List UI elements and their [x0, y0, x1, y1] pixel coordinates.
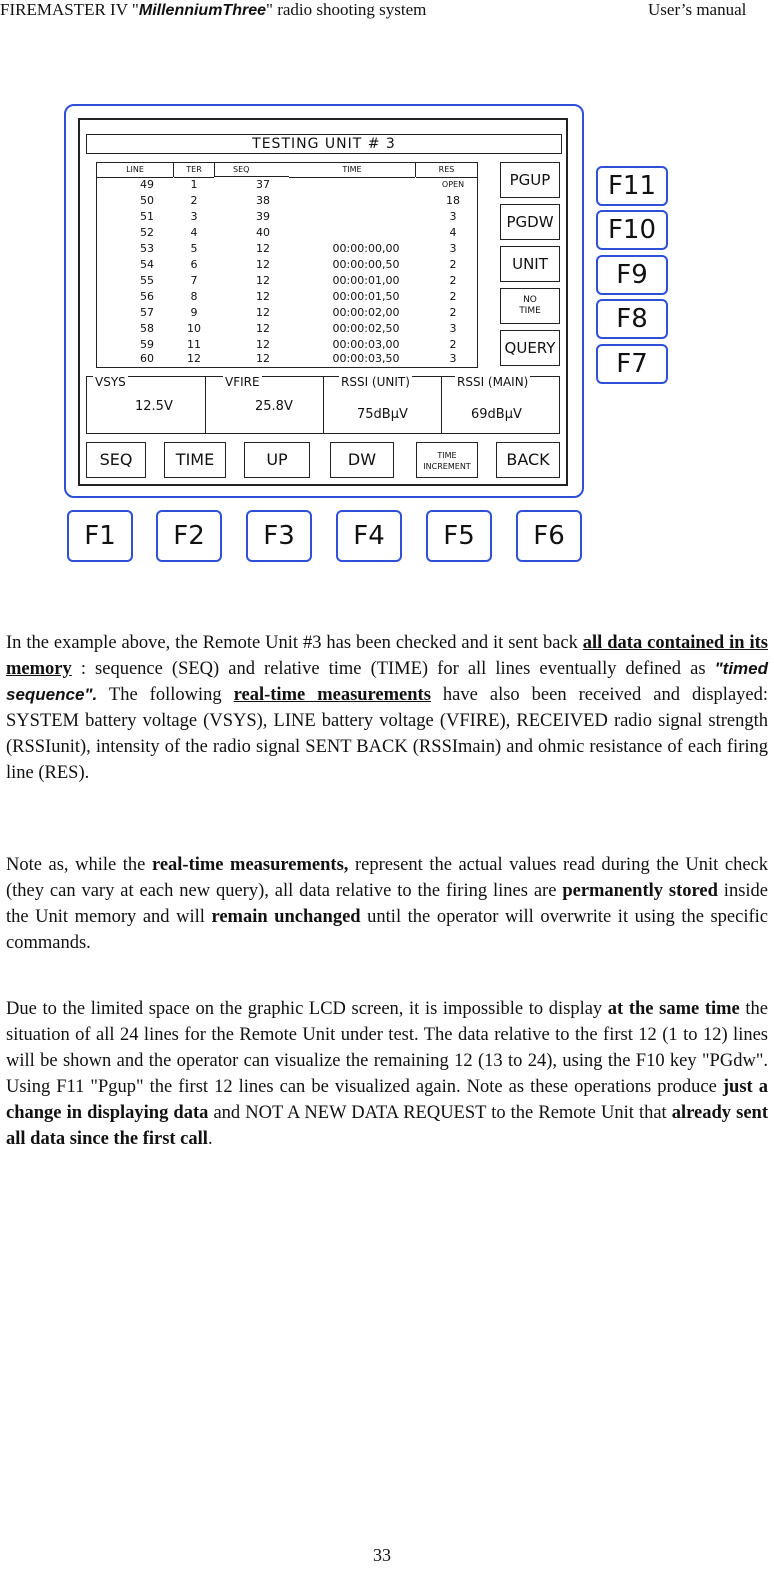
- vfire-cell: [205, 377, 324, 433]
- f3-key[interactable]: F3: [246, 510, 312, 562]
- table-row: 54 6 12 00:00:00,50 2: [140, 258, 457, 271]
- vsys-value: 12.5V: [135, 399, 173, 414]
- up-button[interactable]: UP: [244, 442, 310, 478]
- f6-key[interactable]: F6: [516, 510, 582, 562]
- table-row: 60 12 12 00:00:03,50 3: [140, 352, 457, 365]
- col-header-ter: TER: [174, 163, 214, 178]
- vsys-cell: [87, 377, 206, 433]
- dw-button[interactable]: DW: [330, 442, 394, 478]
- paragraph-1: In the example above, the Remote Unit #3 has been checked and it sent back all data contained in its memory : sequence (SEQ) and relative time (TIME) for all lines eventually defined as "timed sequence". The following real-time measurements have also been received and displayed: SYSTEM battery voltage (VSYS), LINE battery voltage (VFIRE), RECEIVED radio signal strength (RSSIunit), intensity of the radio signal SENT BACK (RSSImain) and ohmic resistance of each firing line (RES).: [6, 633, 769, 783]
- query-button[interactable]: QUERY: [500, 330, 560, 366]
- table-row: 52 4 40 4: [140, 226, 457, 239]
- header-right: User’s manual: [648, 0, 747, 19]
- back-button[interactable]: BACK: [496, 442, 560, 478]
- vfire-label: VFIRE: [225, 375, 260, 389]
- time-button[interactable]: TIME: [164, 442, 226, 478]
- table-row: 53 5 12 00:00:00,00 3: [140, 242, 457, 255]
- rssi-unit-label: RSSI (UNIT): [341, 375, 410, 389]
- seq-button[interactable]: SEQ: [86, 442, 146, 478]
- page-header: [0, 0, 774, 26]
- rssi-main-cell: [441, 377, 559, 433]
- f4-key[interactable]: F4: [336, 510, 402, 562]
- f7-key[interactable]: F7: [596, 344, 668, 384]
- f11-key[interactable]: F11: [596, 166, 668, 206]
- table-row: 55 7 12 00:00:01,00 2: [140, 274, 457, 287]
- page-number: 33: [373, 1545, 391, 1565]
- table-row: 57 9 12 00:00:02,00 2: [140, 306, 457, 319]
- table-row: 51 3 39 3: [140, 210, 457, 223]
- pgdw-button[interactable]: PGDW: [500, 204, 560, 240]
- rssi-unit-value: 75dBμV: [357, 407, 408, 422]
- time-increment-button[interactable]: TIME INCREMENT: [416, 442, 478, 478]
- no-time-button[interactable]: NO TIME: [500, 288, 560, 324]
- header-left: [0, 0, 426, 20]
- paragraph-3: Due to the limited space on the graphic LCD screen, it is impossible to display at the same time the situation of all 24 lines for the Remote Unit under test. The data relative to the first 12 (1 to 12) lines will be shown and the operator can visualize the remaining 12 (13 to 24), using the F10 key "PGdw". Using F11 "Pgup" the first 12 lines can be visualized again. Note as these operations produce just a change in displaying data and NOT A NEW DATA REQUEST to the Remote Unit that already sent all data since the first call.: [6, 999, 768, 1149]
- vsys-label: VSYS: [95, 375, 126, 389]
- rssi-main-value: 69dBμV: [471, 407, 522, 422]
- header-brand: MillenniumThree: [138, 2, 266, 19]
- f10-key[interactable]: F10: [596, 210, 668, 250]
- header-suffix: " radio shooting system: [266, 0, 427, 19]
- lcd-screen: [78, 118, 568, 486]
- measurements-panel: [86, 376, 560, 434]
- vfire-value: 25.8V: [255, 399, 293, 414]
- header-prefix: FIREMASTER IV ": [0, 0, 139, 19]
- col-header-time: TIME: [289, 163, 415, 178]
- screen-title: TESTING UNIT # 3: [86, 134, 562, 154]
- table-row: 56 8 12 00:00:01,50 2: [140, 290, 457, 303]
- col-header-seq: SEQ: [215, 163, 289, 177]
- rssi-main-label: RSSI (MAIN): [457, 375, 529, 389]
- table-row: 50 2 38 18: [140, 194, 460, 207]
- table-row: 58 10 12 00:00:02,50 3: [140, 322, 457, 335]
- line-table: [96, 162, 478, 368]
- f8-key[interactable]: F8: [596, 299, 668, 339]
- paragraph-2: Note as, while the real-time measurements, represent the actual values read during the Unit check (they can vary at each new query), all data relative to the firing lines are permanently stored inside the Unit memory and will remain unchanged until the operator will overwrite it using the specific commands.: [6, 855, 769, 953]
- f1-key[interactable]: F1: [67, 510, 133, 562]
- f9-key[interactable]: F9: [596, 255, 668, 295]
- unit-button[interactable]: UNIT: [500, 246, 560, 282]
- rssi-unit-cell: [323, 377, 442, 433]
- f5-key[interactable]: F5: [426, 510, 492, 562]
- f2-key[interactable]: F2: [156, 510, 222, 562]
- pgup-button[interactable]: PGUP: [500, 162, 560, 198]
- table-row: 59 11 12 00:00:03,00 2: [140, 338, 457, 351]
- col-header-res: RES: [416, 163, 477, 178]
- col-header-line: LINE: [97, 163, 173, 178]
- table-row: 49 1 37 OPEN: [140, 178, 465, 191]
